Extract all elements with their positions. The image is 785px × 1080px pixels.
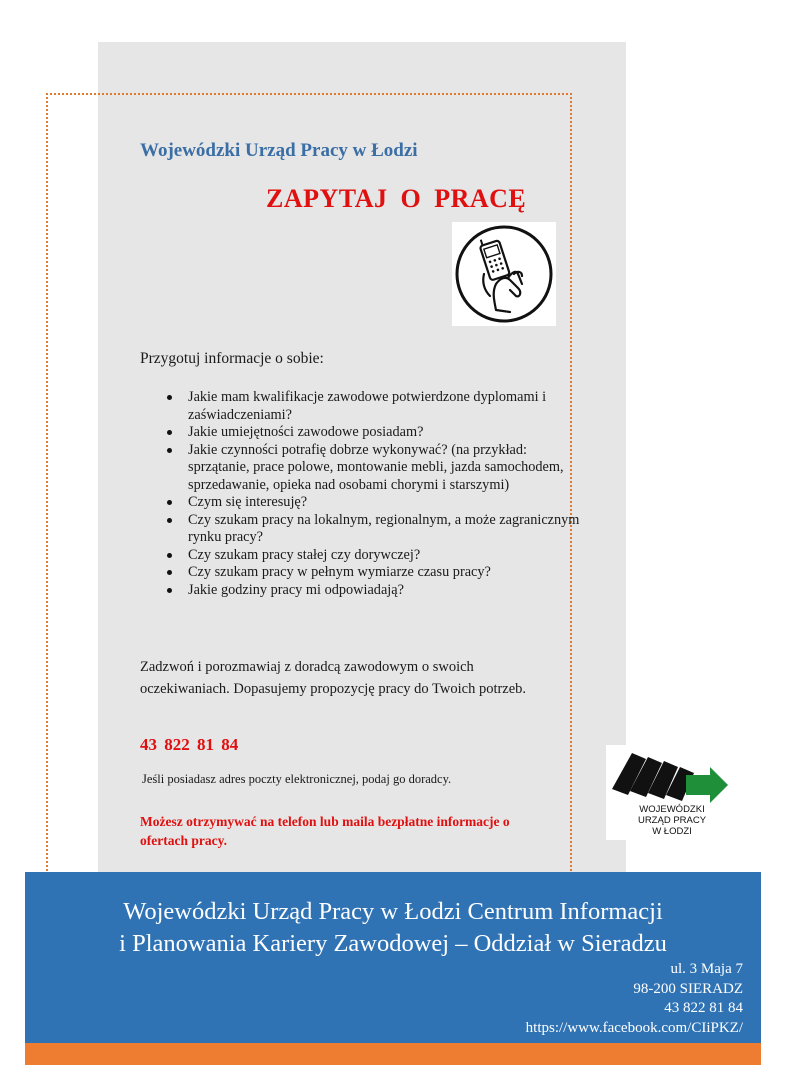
- free-info-note: Możesz otrzymywać na telefon lub maila bezpłatne informacje o ofertach pracy.: [140, 814, 510, 848]
- list-item: Czy szukam pracy w pełnym wymiarze czasu pracy?: [188, 564, 588, 582]
- footer-city: 98-200 SIERADZ: [633, 980, 743, 997]
- call-to-action-text: Zadzwoń i porozmawiaj z doradcą zawodowym o swoich oczekiwaniach. Dopasujemy propozycję pracy do Twoich potrzeb.: [140, 659, 527, 697]
- headline: ZAPYTAJ O PRACĘ: [266, 184, 527, 213]
- hand-holding-phone-icon: [452, 222, 556, 326]
- list-item: Czy szukam pracy stałej czy dorywczej?: [188, 547, 588, 565]
- question-list: [164, 389, 588, 599]
- organization-title: Wojewódzki Urząd Pracy w Łodzi: [140, 140, 418, 161]
- logo-line: URZĄD PRACY: [637, 815, 707, 826]
- list-item: Czym się interesuję?: [188, 494, 588, 512]
- email-note: Jeśli posiadasz adres poczty elektronicznej, podaj go doradcy.: [142, 772, 452, 786]
- footer-title: [25, 896, 761, 960]
- footer-street: ul. 3 Maja 7: [670, 961, 743, 977]
- footer-title-line: Wojewódzki Urząd Pracy w Łodzi Centrum Informacji: [123, 898, 663, 925]
- logo-text: [606, 804, 738, 837]
- phone-number: 43 822 81 84: [140, 735, 239, 754]
- list-item: Jakie godziny pracy mi odpowiadają?: [188, 582, 588, 600]
- footer-address: [526, 960, 743, 1038]
- wup-logo-graphic-icon: [606, 745, 738, 805]
- footer: [25, 872, 761, 1043]
- footer-title-line: i Planowania Kariery Zawodowej – Oddział w Sieradzu: [119, 930, 667, 957]
- footer-facebook-link[interactable]: https://www.facebook.com/CIiPKZ/: [525, 1019, 743, 1036]
- list-item: Jakie czynności potrafię dobrze wykonywać? (na przykład: sprzątanie, prace polowe, montowanie mebli, jazda samochodem, sprzedawanie, opieka nad osobami chorymi i starszymi): [188, 442, 588, 495]
- list-item: Jakie umiejętności zawodowe posiadam?: [188, 424, 588, 442]
- list-item: Czy szukam pracy na lokalnym, regionalnym, a może zagranicznym rynku pracy?: [188, 512, 588, 547]
- logo-line: WOJEWÓDZKI: [639, 804, 705, 815]
- logo-line: W ŁODZI: [652, 826, 692, 837]
- footer-phone: 43 822 81 84: [664, 1000, 743, 1016]
- orange-bar: [25, 1043, 761, 1065]
- wup-logo: [606, 745, 738, 840]
- intro-text: Przygotuj informacje o sobie:: [140, 350, 324, 367]
- list-item: Jakie mam kwalifikacje zawodowe potwierdzone dyplomami i zaświadczeniami?: [188, 389, 588, 424]
